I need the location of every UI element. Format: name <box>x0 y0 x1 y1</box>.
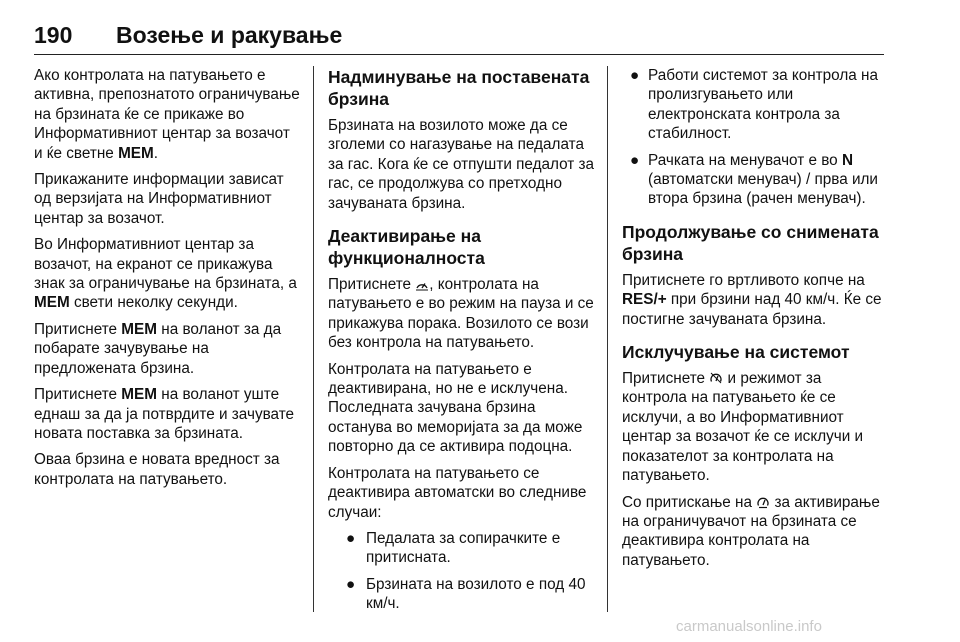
cruise-control-icon <box>415 277 429 291</box>
bullet: ● <box>630 151 640 169</box>
text: , контролата на патувањето е во режим на пауза и се прикажува порака. Возилото се вози без контрола на патувањето. <box>328 276 594 352</box>
column-divider-1 <box>313 66 314 612</box>
paragraph: Контролата на патувањето е деактивирана, но не е исклучена. Последната зачувана брзина останува во меморијата за да може повторно да се активира подоцна. <box>328 360 583 456</box>
paragraph <box>34 235 300 313</box>
paragraph: Оваа брзина е новата вредност за контролата на патувањето. <box>34 451 280 488</box>
text: Рачката на менувачот е во <box>648 151 842 169</box>
list-item <box>622 151 890 209</box>
column-divider-2 <box>607 66 608 612</box>
section-heading: Деактивирање на функционалноста <box>328 226 485 269</box>
text: Притиснете <box>622 370 710 388</box>
paragraph <box>34 320 300 378</box>
mem-label: MEM <box>121 320 157 338</box>
text: Работи системот за контрола на пролизгувањето или електронската контрола за стабилност. <box>648 67 878 143</box>
text: Брзината на возилото е под 40 км/ч. <box>366 575 586 613</box>
text: Ако контролата на патувањето е активна, препознатото ограничување на брзината ќе се прикаже во Информативниот центар за возачот и ќе светне <box>34 67 300 162</box>
paragraph <box>34 385 300 443</box>
text: Притиснете <box>328 276 416 294</box>
paragraph: Прикажаните информации зависат од верзијата на Информативниот центар за возачот. <box>34 171 284 227</box>
list-item <box>328 529 596 568</box>
section-heading: Надминување на поставената брзина <box>328 67 590 109</box>
text: на воланот за да побарате зачувување на предложената брзина. <box>34 320 282 377</box>
text: Притиснете го вртливото копче на <box>622 271 865 289</box>
text: свети неколку секунди. <box>69 294 238 312</box>
paragraph <box>622 493 890 571</box>
section-heading: Продолжување со снимената брзина <box>622 221 879 264</box>
text: при брзини над 40 км/ч. Ќе се постигне зачуваната брзина. <box>622 291 882 328</box>
mem-label: MEM <box>34 294 70 312</box>
paragraph <box>622 271 890 329</box>
page-header <box>34 14 884 54</box>
text: . <box>153 144 159 162</box>
mem-label: MEM <box>121 386 157 404</box>
text: на воланот уште еднаш за да ја потврдите и зачувате новата поставка за брзината. <box>34 386 295 442</box>
paragraph <box>34 66 300 163</box>
bullet: ● <box>630 67 640 84</box>
mem-label: MEM <box>118 144 154 162</box>
column-2 <box>328 66 596 621</box>
text: и режимот за контрола на патувањето ќе се исклучи, а во Информативниот центар за возачот ќе се исклучи и показателот за контролата на патувањето. <box>622 370 864 485</box>
paragraph <box>622 369 890 485</box>
chapter-title: Возење и ракување <box>116 22 343 48</box>
column-3 <box>622 66 890 577</box>
column-1 <box>34 66 300 496</box>
paragraph <box>328 275 596 353</box>
list-item <box>622 66 890 144</box>
bullet: ● <box>346 529 356 547</box>
gear-n-label: N <box>841 151 854 169</box>
text: Во Информативниот центар за возачот, на екранот се прикажува знак за ограничување на брзината, а <box>34 236 297 293</box>
res-label: RES/+ <box>622 291 667 309</box>
text: Педалата за сопирачките е притисната. <box>366 529 561 567</box>
text: Притиснете <box>34 320 122 338</box>
list-item <box>328 575 596 614</box>
section-heading: Исклучување на системот <box>622 342 850 363</box>
condition-list-continued <box>622 66 890 209</box>
condition-list <box>328 529 596 614</box>
text: Со притискање на <box>622 493 757 511</box>
page-number: 190 <box>34 22 73 48</box>
speed-limiter-off-icon <box>709 371 723 385</box>
bullet: ● <box>346 575 356 593</box>
text: (автоматски менувач) / прва или втора брзина (рачен менувач). <box>648 171 878 208</box>
paragraph: Брзината на возилото може да се зголеми со нагазување на педалата за гас. Кога ќе се отпушти педалот за гас, се продолжува со претходно зачуваната брзина. <box>328 117 595 212</box>
speed-limiter-icon <box>756 495 770 509</box>
text: за активирање на ограничувачот на брзината се деактивира контролата на патувањето. <box>622 493 880 569</box>
header-rule <box>34 54 884 55</box>
watermark: carmanualsonline.info <box>676 618 822 635</box>
paragraph: Контролата на патувањето се деактивира автоматски во следниве случаи: <box>328 464 587 521</box>
text: Притиснете <box>34 386 122 404</box>
